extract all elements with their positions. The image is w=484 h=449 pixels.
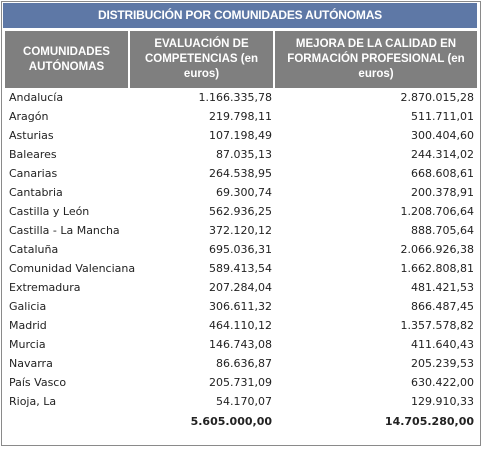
- cell-evaluacion: 107.198,49: [209, 129, 272, 142]
- table-row: [5, 202, 477, 221]
- cell-region: Cantabria: [9, 186, 63, 199]
- totals-row: [5, 411, 477, 431]
- cell-region: Extremadura: [9, 281, 81, 294]
- total-mejora: 14.705.280,00: [384, 415, 474, 428]
- header-evaluacion: EVALUACIÓN DE COMPETENCIAS (en euros): [130, 31, 275, 88]
- cell-mejora: 129.910,33: [411, 395, 474, 408]
- table-row: [5, 392, 477, 411]
- table-row: [5, 297, 477, 316]
- cell-evaluacion: 205.731,09: [209, 376, 272, 389]
- cell-evaluacion: 207.284,04: [209, 281, 272, 294]
- table-row: [5, 240, 477, 259]
- cell-mejora: 200.378,91: [411, 186, 474, 199]
- cell-mejora: 1.357.578,82: [400, 319, 474, 332]
- cell-region: Andalucía: [9, 91, 64, 104]
- cell-mejora: 244.314,02: [411, 148, 474, 161]
- cell-mejora: 668.608,61: [411, 167, 474, 180]
- cell-region: Galicia: [9, 300, 47, 313]
- cell-evaluacion: 695.036,31: [209, 243, 272, 256]
- cell-mejora: 205.239,53: [411, 357, 474, 370]
- cell-evaluacion: 1.166.335,78: [198, 91, 272, 104]
- cell-evaluacion: 306.611,32: [209, 300, 272, 313]
- cell-region: Cataluña: [9, 243, 59, 256]
- table-row: [5, 126, 477, 145]
- table-row: [5, 278, 477, 297]
- table-row: [5, 164, 477, 183]
- cell-evaluacion: 562.936,25: [209, 205, 272, 218]
- totals-label: [5, 411, 130, 431]
- cell-region: Murcia: [9, 338, 46, 351]
- cell-mejora: 630.422,00: [411, 376, 474, 389]
- cell-region: País Vasco: [9, 376, 67, 389]
- table-row: [5, 316, 477, 335]
- table-body: [5, 88, 477, 411]
- cell-region: Madrid: [9, 319, 47, 332]
- cell-evaluacion: 69.300,74: [216, 186, 272, 199]
- cell-mejora: 481.421,53: [411, 281, 474, 294]
- cell-evaluacion: 264.538,95: [209, 167, 272, 180]
- header-mejora: MEJORA DE LA CALIDAD EN FORMACIÓN PROFESIONAL (en euros): [275, 31, 477, 88]
- cell-region: Baleares: [9, 148, 57, 161]
- table-title: DISTRIBUCIÓN POR COMUNIDADES AUTÓNOMAS: [3, 3, 477, 28]
- cell-evaluacion: 372.120,12: [209, 224, 272, 237]
- cell-evaluacion: 146.743,08: [209, 338, 272, 351]
- cell-evaluacion: 54.170,07: [216, 395, 272, 408]
- table-row: [5, 221, 477, 240]
- cell-region: Navarra: [9, 357, 53, 370]
- cell-mejora: 866.487,45: [411, 300, 474, 313]
- cell-region: Comunidad Valenciana: [9, 262, 136, 275]
- cell-region: Rioja, La: [9, 395, 57, 408]
- cell-region: Castilla y León: [9, 205, 90, 218]
- cell-mejora: 300.404,60: [411, 129, 474, 142]
- distribution-table: [5, 31, 477, 431]
- cell-mejora: 1.662.808,81: [400, 262, 474, 275]
- table-row: [5, 335, 477, 354]
- table-row: [5, 259, 477, 278]
- table-row: [5, 88, 477, 107]
- cell-mejora: 888.705,64: [411, 224, 474, 237]
- cell-evaluacion: 589.413,54: [209, 262, 272, 275]
- cell-evaluacion: 219.798,11: [209, 110, 272, 123]
- total-evaluacion: 5.605.000,00: [190, 415, 272, 428]
- cell-mejora: 2.066.926,38: [400, 243, 474, 256]
- header-row: [5, 31, 477, 88]
- cell-region: Asturias: [9, 129, 54, 142]
- cell-evaluacion: 86.636,87: [216, 357, 272, 370]
- cell-region: Canarias: [9, 167, 58, 180]
- table-row: [5, 373, 477, 392]
- cell-mejora: 511.711,01: [411, 110, 474, 123]
- table-row: [5, 354, 477, 373]
- cell-evaluacion: 87.035,13: [216, 148, 272, 161]
- cell-mejora: 411.640,43: [411, 338, 474, 351]
- cell-region: Aragón: [9, 110, 49, 123]
- cell-mejora: 2.870.015,28: [400, 91, 474, 104]
- table-row: [5, 183, 477, 202]
- header-comunidades: COMUNIDADES AUTÓNOMAS: [5, 31, 130, 88]
- table-row: [5, 107, 477, 126]
- cell-evaluacion: 464.110,12: [209, 319, 272, 332]
- cell-mejora: 1.208.706,64: [400, 205, 474, 218]
- cell-region: Castilla - La Mancha: [9, 224, 120, 237]
- table-row: [5, 145, 477, 164]
